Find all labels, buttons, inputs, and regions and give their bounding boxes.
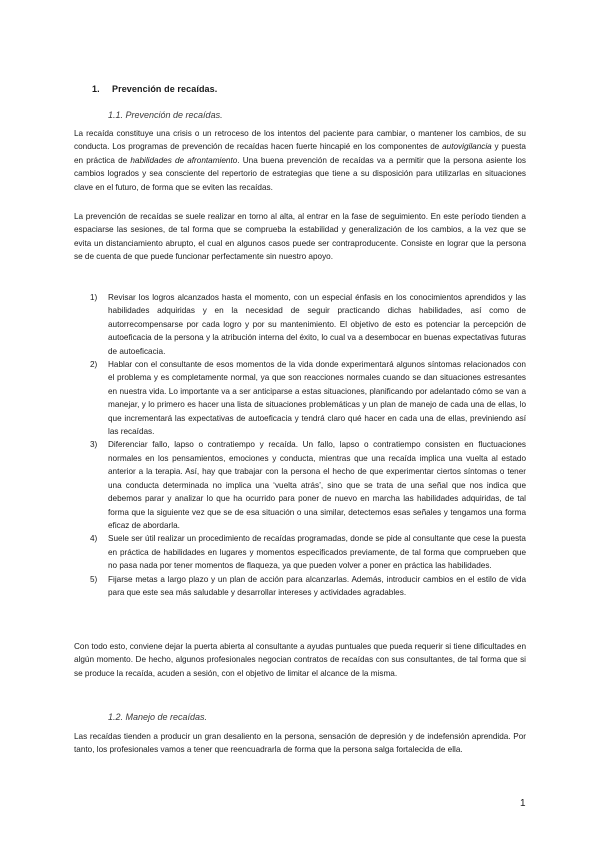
list-marker: 4) — [90, 534, 98, 544]
list-item-text: Diferenciar fallo, lapso o contratiempo y recaída. Un fallo, lapso o contratiempo consisten en fluctuaciones normales en los pensamientos, emociones y conducta, mientras que una recaída implica una vuelta al estado anterior a la terapia. Así, hay que trabajar con la persona el hecho de que experimentar ciertos síntomas o tener una conducta determinada no implica una ‘vuelta atrás’, sino que se trata de una señal que nos indica que debemos parar y analizar lo que ha ocurrido para poner de nuevo en marcha las habilidades adquiridas, de tal forma que la siguiente vez que se de esa situación o una similar, detectemos esas señales y tengamos una forma eficaz de abordarla. — [108, 440, 526, 530]
paragraph-2: La prevención de recaídas se suele realizar en torno al alta, al entrar en la fase de seguimiento. En este período tienden a espaciarse las sesiones, de tal forma que se comprueba la estabilidad y generalización de los cambios, a la vez que se evita un distanciamiento abrupto, el cual en algunos casos puede ser contraproducente. Consiste en lograr que la persona se de cuenta de que puede funcionar perfectamente sin nuestro apoyo. — [74, 212, 526, 262]
section-number: 1. — [92, 84, 100, 94]
section-heading — [92, 84, 217, 94]
list-marker: 2) — [90, 360, 98, 370]
list-item-text: Revisar los logros alcanzados hasta el momento, con un especial énfasis en los conocimientos aprendidos y las habilidades adquiridas y en la necesidad de seguir practicando dichas habilidades, así como de autorrecompensarse por cada logro y por su mantenimiento. El objetivo de esto es potenciar la percepción de autoeficacia de la persona y la atribución interna del éxito, lo cual va a desembocar en buenas expectativas futuras de autoeficacia. — [108, 293, 526, 356]
list-item-text: Fijarse metas a largo plazo y un plan de acción para alcanzarlas. Además, introducir cambios en el estilo de vida para que este sea más saludable y desarrollar intereses y actividades agradables. — [108, 574, 526, 597]
list-item — [90, 438, 526, 532]
numbered-list — [90, 291, 526, 599]
list-item-text: Hablar con el consultante de esos momentos de la vida donde experimentará algunos síntomas relacionados con el problema y es completamente normal, ya que son reacciones normales cuando se dan situaciones estresantes en nuestra vida. Lo importante va a ser anticiparse a estas situaciones, planificando por adelantado cómo se van a manejar, y lo primero es hacer una lista de situaciones problemáticas y un plan de manejo de cada una de ellas, lo que incrementará las expectativas de autoeficacia y tendrá claro qué hacer en cada una de ellas, previniendo así las recaídas. — [108, 360, 526, 437]
paragraph-1-text-b: y puesta en práctica de — [74, 142, 526, 165]
page-number: 1 — [520, 798, 526, 809]
list-marker: 5) — [90, 574, 98, 584]
list-item-text: Suele ser útil realizar un procedimiento de recaídas programadas, donde se pide al consultante que cese la puesta en práctica de habilidades en lugares y momentos especificados previamente, de tal forma que comprueben que no pasa nada por tener momentos de flaqueza, ya que pueden volver a poner en práctica las habilidades. — [108, 534, 526, 571]
list-item — [90, 573, 526, 600]
section-title: Prevención de recaídas. — [112, 84, 218, 94]
paragraph-1 — [74, 127, 526, 194]
list-item — [90, 532, 526, 572]
list-item — [90, 358, 526, 438]
paragraph-1-emphasis-b: habilidades de afrontamiento — [130, 155, 238, 165]
list-marker: 3) — [90, 440, 98, 450]
paragraph-1-text-c: . Una buena prevención de recaídas va a permitir que la persona asiente los cambios logrados y sea consciente del repertorio de estrategias que tiene a su disposición para utilizarlas en situaciones clave en el futuro, de forma que se eviten las recaídas. — [74, 155, 526, 192]
paragraph-1-emphasis-a: autovigilancia — [442, 142, 492, 152]
list-marker: 1) — [90, 293, 98, 302]
list-item — [90, 291, 526, 358]
paragraph-1-text-a: La recaída constituye una crisis o un retroceso de los intentos del paciente para cambiar, o mantener los cambios, de su conducta. Los programas de prevención de recaídas hacen fuerte hincapié en los componentes de — [74, 129, 526, 152]
subsection-heading-2: 1.2. Manejo de recaídas. — [108, 712, 208, 722]
subsection-heading-1: 1.1. Prevención de recaídas. — [108, 110, 223, 120]
paragraph-3: Con todo esto, conviene dejar la puerta abierta al consultante a ayudas puntuales que pueda requerir si tiene dificultades en algún momento. De hecho, algunos profesionales negocian contratos de recaídas con sus consultantes, de tal forma que si se produce la recaída, acuden a sesión, con el objetivo de limitar el alcance de la misma. — [74, 642, 526, 678]
paragraph-4: Las recaídas tienden a producir un gran desaliento en la persona, sensación de depresión y de indefensión aprendida. Por tanto, los profesionales vamos a tener que reencuadrarla de forma que la persona salga fortalecida de ella. — [74, 732, 526, 755]
